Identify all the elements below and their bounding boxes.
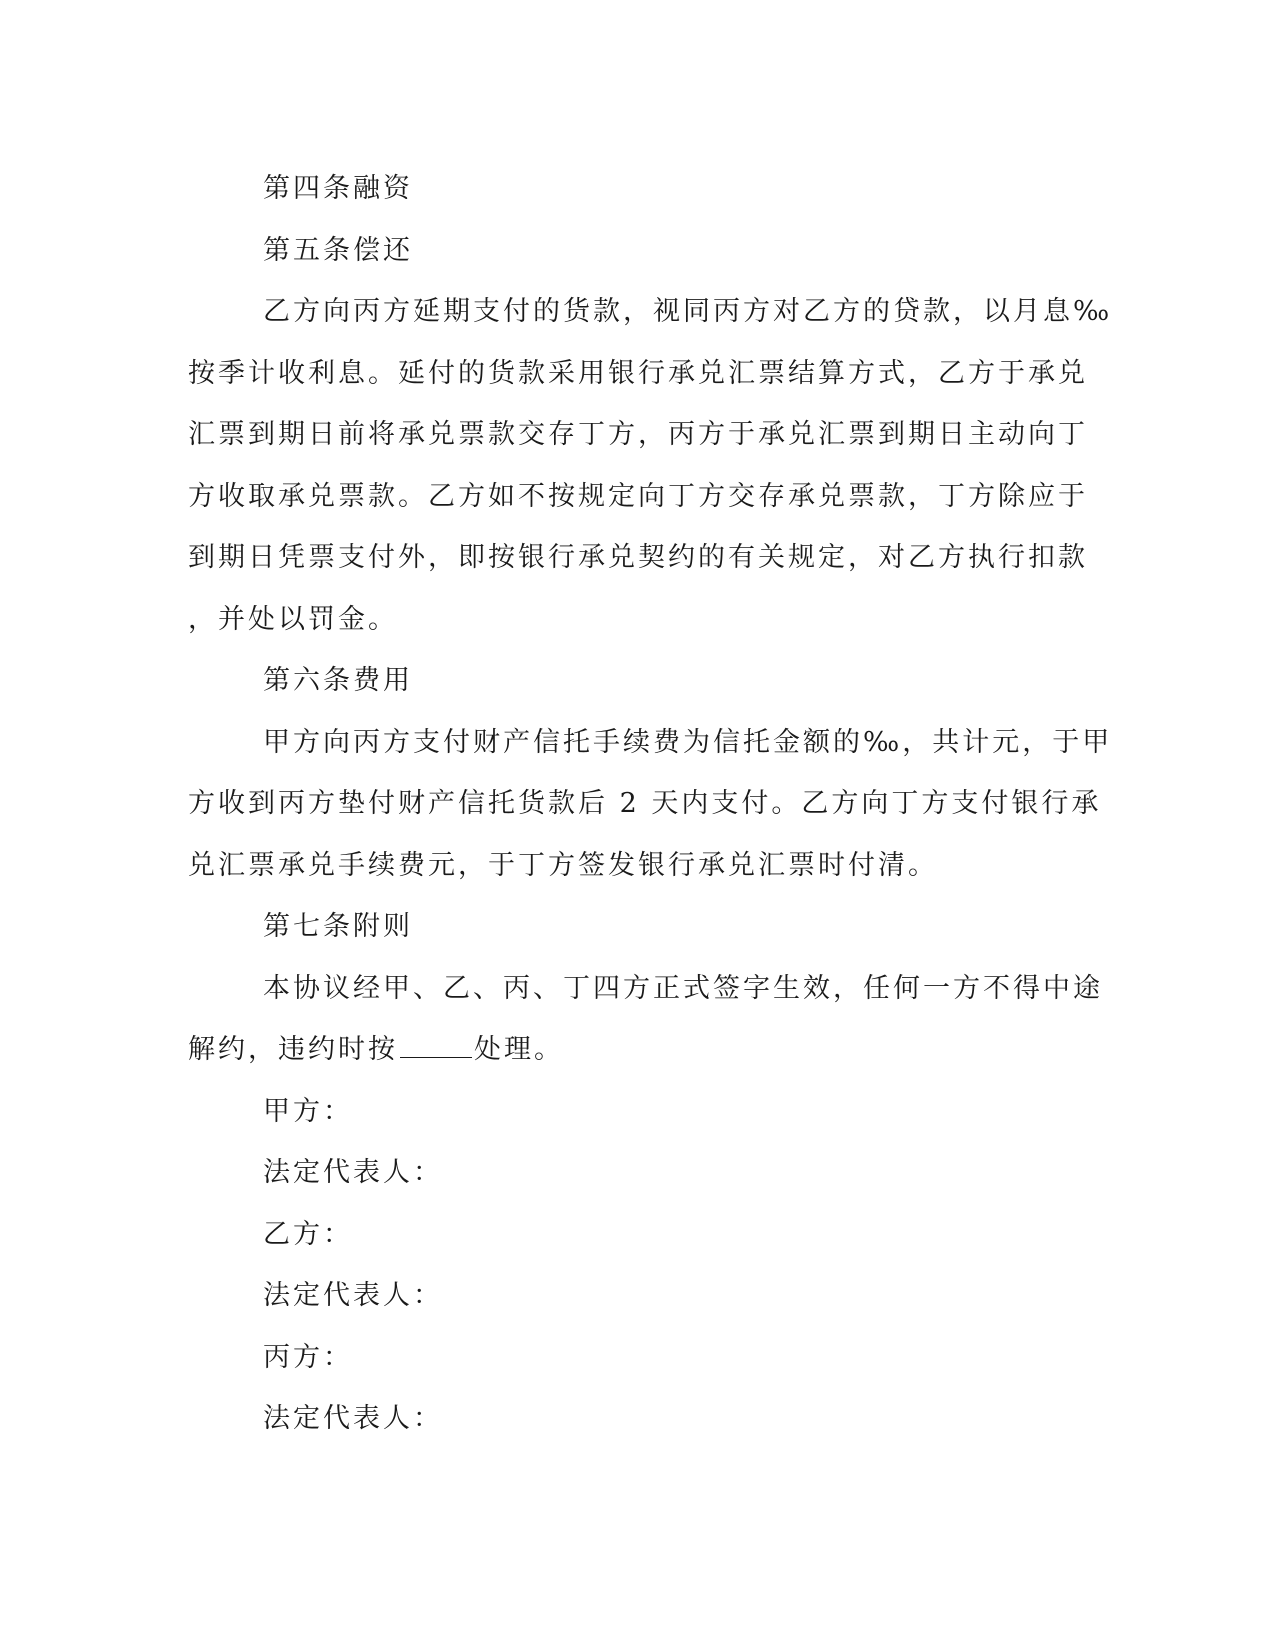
paragraph-line: 甲方向丙方支付财产信托手续费为信托金额的‰，共计元，于甲 bbox=[263, 726, 1113, 758]
article-7-paragraph bbox=[188, 958, 1103, 1081]
paragraph-line: 兑汇票承兑手续费元，于丁方签发银行承兑汇票时付清。 bbox=[188, 849, 938, 881]
line-text: 处理。 bbox=[474, 1034, 564, 1065]
signature-party-b: 乙方： bbox=[263, 1218, 353, 1250]
article-6-heading: 第六条费用 bbox=[263, 665, 413, 696]
signature-representative-b: 法定代表人： bbox=[263, 1280, 443, 1311]
article-6-paragraph bbox=[188, 712, 1113, 897]
blank-underline bbox=[400, 1035, 472, 1058]
article-7-heading: 第七条附则 bbox=[263, 911, 413, 942]
article-4-heading: 第四条融资 bbox=[263, 173, 413, 204]
document-body bbox=[188, 158, 1113, 1450]
paragraph-line: 本协议经甲、乙、丙、丁四方正式签字生效，任何一方不得中途 bbox=[263, 972, 1103, 1004]
paragraph-line: 方收到丙方垫付财产信托货款后 2 天内支付。乙方向丁方支付银行承 bbox=[188, 788, 1102, 819]
paragraph-line bbox=[188, 1019, 1068, 1081]
line-text: 解约，违约时按 bbox=[188, 1034, 398, 1065]
article-5-heading: 第五条偿还 bbox=[263, 234, 413, 266]
signature-party-c: 丙方： bbox=[263, 1341, 353, 1373]
signature-representative-a: 法定代表人： bbox=[263, 1157, 443, 1188]
paragraph-line: 方收取承兑票款。乙方如不按规定向丁方交存承兑票款，丁方除应于 bbox=[188, 480, 1088, 512]
paragraph-line: ，并处以罚金。 bbox=[188, 603, 398, 635]
paragraph-line: 按季计收利息。延付的货款采用银行承兑汇票结算方式，乙方于承兑 bbox=[188, 357, 1088, 389]
paragraph-line: 到期日凭票支付外，即按银行承兑契约的有关规定，对乙方执行扣款 bbox=[188, 542, 1088, 573]
signature-party-a: 甲方： bbox=[263, 1095, 353, 1127]
signature-representative-c: 法定代表人： bbox=[263, 1403, 443, 1434]
signature-block bbox=[188, 1081, 1068, 1450]
paragraph-line: 乙方向丙方延期支付的货款，视同丙方对乙方的贷款，以月息‰ bbox=[263, 296, 1113, 327]
paragraph-line: 汇票到期日前将承兑票款交存丁方，丙方于承兑汇票到期日主动向丁 bbox=[188, 419, 1088, 450]
article-5-paragraph bbox=[188, 281, 1113, 650]
